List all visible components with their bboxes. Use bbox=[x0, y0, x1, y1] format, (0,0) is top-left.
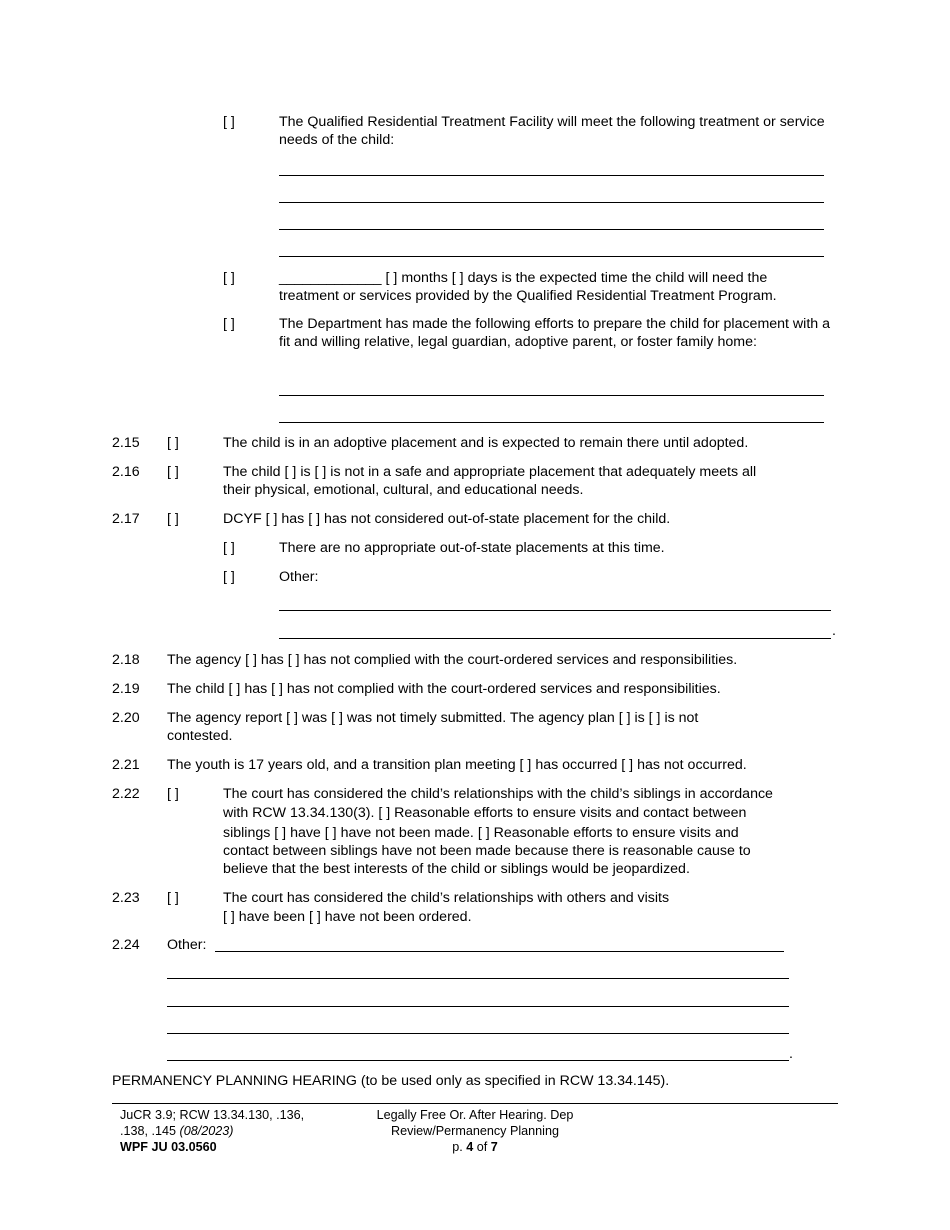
s220-line1 bbox=[167, 709, 698, 727]
checkbox[interactable]: [ ] bbox=[223, 316, 235, 332]
s219-text-b: has bbox=[244, 681, 268, 697]
s220-text-e: is not bbox=[664, 710, 699, 726]
time-blank[interactable]: _____________ bbox=[279, 270, 382, 286]
checkbox[interactable]: [ ] bbox=[271, 681, 283, 697]
s222-text-f: Reasonable efforts to ensure visits and bbox=[493, 825, 739, 841]
footer-form-date: (08/2023) bbox=[179, 1124, 234, 1138]
blank-line[interactable] bbox=[279, 229, 824, 230]
qrtp-time-line1 bbox=[279, 269, 767, 287]
checkbox[interactable]: [ ] bbox=[314, 464, 327, 480]
s222-text-c: siblings bbox=[223, 825, 271, 841]
s222-line3 bbox=[223, 824, 739, 842]
checkbox[interactable]: [ ] bbox=[274, 825, 287, 841]
footer-page-number bbox=[345, 1139, 605, 1155]
section-number: 2.22 bbox=[112, 786, 140, 802]
checkbox[interactable]: [ ] bbox=[167, 511, 179, 527]
section-number: 2.18 bbox=[112, 652, 140, 668]
s215-text: The child is in an adoptive placement and is expected to remain there until adopted. bbox=[223, 435, 749, 451]
blank-line[interactable] bbox=[279, 175, 824, 176]
s222-text-a: with RCW 13.34.130(3). bbox=[223, 805, 375, 821]
qrtp-needs-text: The Qualified Residential Treatment Facility will meet the following treatment or service needs of the child: bbox=[279, 114, 825, 148]
s216-line1 bbox=[223, 463, 756, 481]
blank-line[interactable] bbox=[279, 638, 831, 639]
blank-line[interactable] bbox=[167, 978, 789, 979]
footer-title-line2: Review/Permanency Planning bbox=[390, 1124, 559, 1138]
s217-text-c: has not considered out-of-state placement for the child. bbox=[323, 511, 671, 527]
section-number: 2.20 bbox=[112, 710, 140, 726]
s222-line5: believe that the best interests of the child or siblings would be jeopardized. bbox=[223, 861, 690, 877]
s217-line1 bbox=[223, 510, 670, 528]
s220-line2: contested. bbox=[167, 728, 233, 744]
s221-text-b: has occurred bbox=[535, 757, 618, 773]
s217-text-b: has bbox=[281, 511, 305, 527]
blank-line[interactable] bbox=[279, 422, 824, 423]
section-number: 2.15 bbox=[112, 435, 140, 451]
s219-text bbox=[167, 680, 721, 698]
footer-title-line1: Legally Free Or. After Hearing. Dep bbox=[376, 1108, 574, 1122]
s217-option-other: Other: bbox=[279, 569, 319, 585]
s216-text-c: is not in a safe and appropriate placement that adequately meets all bbox=[330, 464, 757, 480]
s219-text-a: The child bbox=[167, 681, 225, 697]
footer-rule bbox=[112, 1103, 838, 1104]
checkbox[interactable]: [ ] bbox=[223, 270, 235, 286]
section-number: 2.21 bbox=[112, 757, 140, 773]
blank-line[interactable] bbox=[279, 202, 824, 203]
blank-line[interactable] bbox=[167, 1006, 789, 1007]
checkbox[interactable]: [ ] bbox=[245, 652, 257, 668]
s218-text-a: The agency bbox=[167, 652, 242, 668]
footer-rule-citation: JuCR 3.9; RCW 13.34.130, .136, bbox=[120, 1108, 305, 1122]
checkbox[interactable]: [ ] bbox=[519, 757, 532, 773]
checkbox[interactable]: [ ] bbox=[223, 540, 235, 556]
s222-line2 bbox=[223, 804, 746, 822]
footer-form-id: WPF JU 03.0560 bbox=[120, 1140, 217, 1154]
checkbox[interactable]: [ ] bbox=[167, 890, 179, 906]
s222-text-b: Reasonable efforts to ensure visits and contact between bbox=[394, 805, 747, 821]
s223-text-b: have not been ordered. bbox=[324, 909, 472, 925]
s221-text-c: has not occurred. bbox=[637, 757, 747, 773]
checkbox[interactable]: [ ] bbox=[648, 710, 661, 726]
s217-text-a: DCYF bbox=[223, 511, 262, 527]
checkbox[interactable]: [ ] bbox=[265, 511, 278, 527]
s221-text bbox=[167, 756, 747, 774]
checkbox[interactable]: [ ] bbox=[324, 825, 337, 841]
s222-line4: contact between siblings have not been made because there is reasonable cause to bbox=[223, 843, 751, 859]
s216-text-b: is bbox=[300, 464, 311, 480]
section-number: 2.24 bbox=[112, 937, 140, 953]
s222-text-e: have not been made. bbox=[340, 825, 474, 841]
s222-line1: The court has considered the child’s relationships with the child’s siblings in accordance bbox=[223, 786, 773, 802]
checkbox[interactable]: [ ] bbox=[618, 710, 631, 726]
s223-line2 bbox=[223, 908, 472, 926]
permanency-heading: PERMANENCY PLANNING HEARING (to be used only as specified in RCW 13.34.145). bbox=[112, 1073, 670, 1089]
footer-rule-citation-2 bbox=[120, 1123, 233, 1139]
s218-text-c: has not complied with the court-ordered services and responsibilities. bbox=[303, 652, 738, 668]
checkbox[interactable]: [ ] bbox=[167, 435, 179, 451]
blank-line[interactable] bbox=[279, 610, 831, 611]
s220-text-c: was not timely submitted. The agency plan bbox=[346, 710, 615, 726]
blank-line[interactable] bbox=[215, 951, 784, 952]
s216-line2: their physical, emotional, cultural, and educational needs. bbox=[223, 482, 584, 498]
page-of: of bbox=[476, 1140, 488, 1154]
checkbox[interactable]: [ ] bbox=[477, 825, 490, 841]
checkbox[interactable]: [ ] bbox=[385, 270, 398, 286]
s219-text-c: has not complied with the court-ordered services and responsibilities. bbox=[286, 681, 721, 697]
qrtp-efforts-text: The Department has made the following efforts to prepare the child for placement with a fit and willing relative, legal guardian, adoptive parent, or foster family home: bbox=[279, 316, 830, 350]
s218-text-b: has bbox=[260, 652, 284, 668]
section-number: 2.19 bbox=[112, 681, 140, 697]
s223-text-a: have been bbox=[238, 909, 306, 925]
s224-label: Other: bbox=[167, 937, 207, 953]
page-total: 7 bbox=[490, 1140, 498, 1154]
checkbox[interactable]: [ ] bbox=[167, 464, 179, 480]
s220-text-a: The agency report bbox=[167, 710, 283, 726]
days-label: days is the expected time the child will need the bbox=[467, 270, 768, 286]
checkbox[interactable]: [ ] bbox=[309, 909, 321, 925]
s217-option-no-placements: There are no appropriate out-of-state placements at this time. bbox=[279, 540, 665, 556]
checkbox[interactable]: [ ] bbox=[223, 909, 235, 925]
s222-text-d: have bbox=[290, 825, 321, 841]
checkbox[interactable]: [ ] bbox=[331, 710, 343, 726]
s220-text-b: was bbox=[301, 710, 328, 726]
checkbox[interactable]: [ ] bbox=[284, 464, 297, 480]
checkbox[interactable]: [ ] bbox=[621, 757, 634, 773]
s223-line1: The court has considered the child’s relationships with others and visits bbox=[223, 890, 670, 906]
qrtp-time-line2: treatment or services provided by the Qualified Residential Treatment Program. bbox=[279, 288, 777, 304]
checkbox[interactable]: [ ] bbox=[286, 710, 298, 726]
checkbox[interactable]: [ ] bbox=[228, 681, 241, 697]
blank-line[interactable] bbox=[279, 395, 824, 396]
page-prefix: p. bbox=[452, 1140, 463, 1154]
footer-rule-sections: .138, .145 bbox=[120, 1124, 177, 1138]
section-number: 2.17 bbox=[112, 511, 140, 527]
s220-text-d: is bbox=[634, 710, 645, 726]
section-number: 2.16 bbox=[112, 464, 140, 480]
line-period: . bbox=[832, 623, 836, 639]
checkbox[interactable]: [ ] bbox=[223, 114, 235, 130]
checkbox[interactable]: [ ] bbox=[223, 569, 235, 585]
s216-text-a: The child bbox=[223, 464, 281, 480]
checkbox[interactable]: [ ] bbox=[287, 652, 300, 668]
s218-text bbox=[167, 651, 737, 669]
page-current: 4 bbox=[466, 1140, 474, 1154]
checkbox[interactable]: [ ] bbox=[451, 270, 464, 286]
line-period: . bbox=[789, 1046, 793, 1062]
checkbox[interactable]: [ ] bbox=[167, 786, 179, 802]
months-label: months bbox=[401, 270, 448, 286]
s221-text-a: The youth is 17 years old, and a transition plan meeting bbox=[167, 757, 516, 773]
section-number: 2.23 bbox=[112, 890, 140, 906]
blank-line[interactable] bbox=[279, 256, 824, 257]
blank-line[interactable] bbox=[167, 1060, 789, 1061]
checkbox[interactable]: [ ] bbox=[378, 805, 391, 821]
blank-line[interactable] bbox=[167, 1033, 789, 1034]
checkbox[interactable]: [ ] bbox=[308, 511, 321, 527]
